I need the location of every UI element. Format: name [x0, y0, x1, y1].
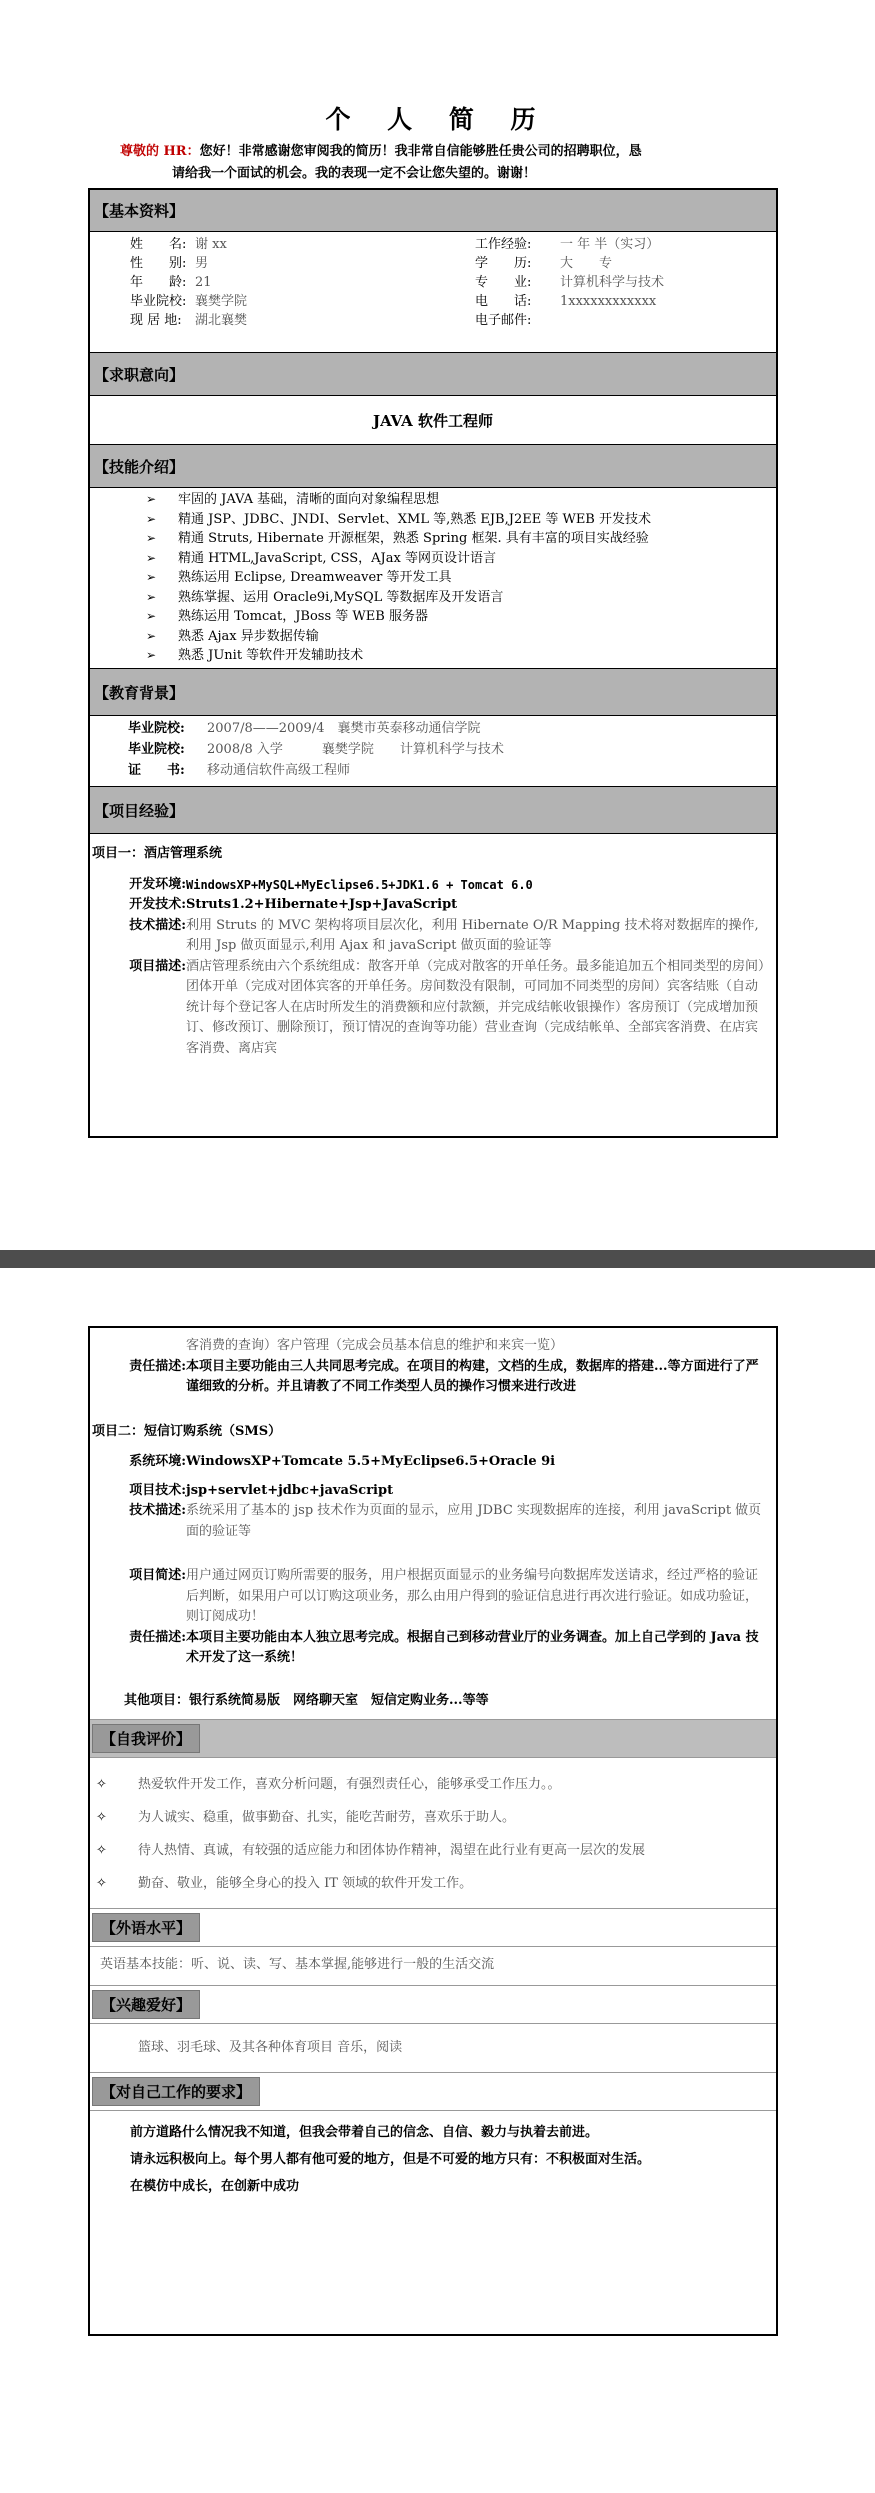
field-label: 责任描述: [129, 1358, 186, 1374]
field-value: 大 专 [560, 256, 613, 271]
hobbies-text: 篮球、羽毛球、及其各种体育项目 音乐，阅读 [138, 2040, 403, 2055]
skill-text: 熟练运用 Tomcat，JBoss 等 WEB 服务器 [178, 609, 428, 624]
arrow-bullet-icon: ➢ [146, 550, 157, 565]
arrow-bullet-icon: ➢ [146, 492, 157, 506]
basic-info-table [90, 232, 776, 352]
list-item [90, 1867, 776, 1900]
self-eval-list [90, 1758, 776, 1908]
section-heading-skills: 【技能介绍】 [90, 444, 776, 488]
section-band-language [90, 1908, 776, 1947]
project-row [90, 1628, 776, 1669]
field-label: 项目描述: [129, 958, 186, 974]
field-label: 技术描述: [129, 917, 186, 933]
field-value: 2007/8——2009/4 襄樊市英泰移动通信学院 [207, 721, 481, 736]
field-label: 学 历: [475, 256, 532, 271]
field-value: 计算机科学与技术 [560, 275, 665, 290]
field-value: WindowsXP+Tomcate 5.5+MyEclipse6.5+Oracle 9i [186, 1454, 556, 1469]
list-item [90, 549, 776, 569]
field-value: WindowsXP+MySQL+MyEclipse6.5+JDK1.6 + Tomcat 6.0 [186, 877, 533, 892]
basic-info-row [90, 273, 776, 292]
field-value: 谢 xx [195, 237, 227, 252]
project-row [90, 1481, 776, 1502]
basic-info-row [90, 235, 776, 254]
field-label: 系统环境: [129, 1454, 186, 1469]
education-row [90, 718, 776, 739]
arrow-bullet-icon: ➢ [146, 609, 157, 623]
intro-line-2: 请给我一个面试的机会。我的表现一定不会让您失望的。谢谢！ [172, 166, 537, 181]
field-value: 男 [195, 256, 209, 271]
resume-title: 个 人 简 历 [325, 105, 550, 134]
project-row [90, 895, 776, 916]
section-band-hobbies [90, 1985, 776, 2024]
basic-info-row [90, 292, 776, 311]
field-value: 襄樊学院 [195, 294, 248, 309]
section-heading-projects: 【项目经验】 [90, 786, 776, 834]
field-value: 客消费的查询）客户管理（完成会员基本信息的维护和来宾一览） [186, 1338, 564, 1353]
project-row [90, 916, 776, 957]
field-label: 项目简述: [129, 1568, 186, 1583]
other-projects: 其他项目：银行系统简易版 网络聊天室 短信定购业务...等等 [124, 1692, 489, 1708]
list-item [90, 1834, 776, 1867]
field-value: jsp+servlet+jdbc+javaScript [186, 1482, 394, 1498]
field-value: 本项目主要功能由本人独立思考完成。根据自己到移动营业厅的业务调查。加上自己学到的 Java 技术开发了这一系统！ [186, 1629, 759, 1665]
skill-text: 牢固的 JAVA 基础，清晰的面向对象编程思想 [178, 492, 440, 507]
resume-frame-page-2 [88, 1326, 778, 2336]
field-label: 责任描述: [129, 1629, 186, 1645]
project-title: 项目二：短信订购系统（SMS） [92, 1423, 282, 1439]
section-heading-hobbies: 【兴趣爱好】 [92, 1990, 200, 2019]
list-item [90, 529, 776, 549]
project-1 [90, 834, 776, 1059]
resume-page-2 [0, 1268, 875, 2493]
self-eval-text: 为人诚实、稳重，做事勤奋、扎实，能吃苦耐劳，喜欢乐于助人。 [138, 1810, 516, 1825]
field-value: 湖北襄樊 [195, 313, 248, 328]
self-eval-text: 待人热情、真诚，有较强的适应能力和团体协作精神，渴望在此行业有更高一层次的发展 [138, 1843, 646, 1858]
language-text: 英语基本技能：听、说、读、写、基本掌握,能够进行一般的生活交流 [100, 1957, 495, 1972]
field-value: 酒店管理系统由六个系统组成：散客开单（完成对散客的开单任务。最多能追加五个相同类型的房间）团体开单（完成对团体宾客的开单任务。房间数没有限制，可同加不同类型的房间）宾客结账（自动统计每个登记客人在店时所发生的消费额和应付款额，并完成结帐收银操作）客房预订（完成增加预订、修改预订、删除预订，预订情况的查询等功能）营业查询（完成结帐单、全部宾客消费、在店宾客消费、离店宾 [186, 958, 765, 1056]
field-label: 电子邮件: [475, 313, 532, 328]
requirement-text [90, 2111, 776, 2208]
list-item [90, 1768, 776, 1801]
skill-text: 精通 JSP、JDBC、JNDI、Servlet、XML 等,熟悉 EJB,J2EE 等 WEB 开发技术 [178, 511, 651, 527]
field-value: 用户通过网页订购所需要的服务，用户根据页面显示的业务编号向数据库发送请求，经过严格的验证后判断，如果用户可以订购这项业务，那么由用户得到的验证信息进行再次进行验证。如成功验证，则订阅成功！ [186, 1568, 759, 1624]
requirement-line: 在模仿中成长，在创新中成功 [130, 2179, 300, 2194]
project-2 [90, 1412, 776, 1720]
arrow-bullet-icon: ➢ [146, 589, 157, 604]
project-row [90, 1452, 776, 1473]
skill-text: 熟悉 JUnit 等软件开发辅助技术 [178, 648, 364, 663]
list-item [90, 607, 776, 627]
field-label: 工作经验: [475, 237, 532, 252]
intro-salutation: 尊敬的 HR： [120, 144, 200, 159]
job-objective: JAVA 软件工程师 [373, 411, 493, 430]
star-bullet-icon: ✧ [96, 1810, 107, 1825]
field-value: 一 年 半（实习） [560, 237, 660, 252]
section-heading-education: 【教育背景】 [90, 668, 776, 716]
section-heading-requirement: 【对自己工作的要求】 [92, 2077, 260, 2106]
arrow-bullet-icon: ➢ [146, 531, 157, 545]
list-item [90, 1801, 776, 1834]
field-label: 技术描述: [129, 1503, 186, 1518]
star-bullet-icon: ✧ [96, 1777, 107, 1792]
field-value: 移动通信软件高级工程师 [207, 763, 351, 778]
skill-text: 熟练掌握、运用 Oracle9i,MySQL 等数据库及开发语言 [178, 589, 504, 605]
field-value: Struts1.2+Hibernate+Jsp+JavaScript [186, 897, 458, 912]
self-eval-text: 热爱软件开发工作，喜欢分析问题，有强烈责任心，能够承受工作压力。。 [138, 1777, 561, 1792]
list-item [90, 490, 776, 510]
section-band-requirement [90, 2072, 776, 2111]
education-row [90, 739, 776, 760]
field-label: 专 业: [475, 275, 532, 290]
section-heading-basic: 【基本资料】 [90, 190, 776, 232]
field-label: 开发技术: [129, 897, 186, 912]
field-label: 开发环境: [129, 876, 186, 892]
field-value: 21 [195, 275, 212, 290]
page-separator [0, 1250, 875, 1268]
field-label: 性 别: [130, 256, 187, 271]
skill-text: 熟练运用 Eclipse, Dreamweaver 等开发工具 [178, 570, 452, 585]
field-value [560, 311, 760, 330]
section-heading-self-eval: 【自我评价】 [92, 1724, 200, 1753]
field-label: 证 书: [128, 763, 185, 778]
field-label: 毕业院校: [130, 294, 187, 309]
arrow-bullet-icon: ➢ [146, 628, 157, 643]
list-item [90, 627, 776, 647]
project-row [90, 1501, 776, 1542]
education-list [90, 716, 776, 786]
skills-list [90, 488, 776, 668]
field-label: 毕业院校: [128, 721, 185, 736]
project-row [90, 1336, 776, 1357]
skill-text: 精通 Struts, Hibernate 开源框架，熟悉 Spring 框架. 具有丰富的项目实战经验 [178, 531, 649, 546]
project-title: 项目一：酒店管理系统 [92, 846, 223, 861]
arrow-bullet-icon: ➢ [146, 570, 157, 584]
arrow-bullet-icon: ➢ [146, 648, 157, 662]
list-item [90, 588, 776, 608]
arrow-bullet-icon: ➢ [146, 511, 157, 526]
skill-text: 精通 HTML,JavaScript, CSS，AJax 等网页设计语言 [178, 550, 496, 566]
self-eval-text: 勤奋、敬业，能够全身心的投入 IT 领域的软件开发工作。 [138, 1876, 473, 1891]
section-heading-language: 【外语水平】 [92, 1913, 200, 1942]
resume-frame-page-1 [88, 188, 778, 1138]
field-label: 项目技术: [129, 1482, 186, 1498]
intro-line-1: 您好！非常感谢您审阅我的简历！我非常自信能够胜任贵公司的招聘职位，恳 [199, 144, 642, 159]
field-label: 年 龄: [130, 275, 187, 290]
list-item [90, 568, 776, 588]
basic-info-row [90, 254, 776, 273]
education-row [90, 760, 776, 781]
field-value: 本项目主要功能由三人共同思考完成。在项目的构建，文档的生成，数据库的搭建...等方面进行了严谨细致的分析。并且请教了不同工作类型人员的操作习惯来进行改进 [186, 1358, 759, 1394]
project-row [90, 1357, 776, 1398]
project-1-continued [90, 1328, 776, 1398]
section-band-self-eval [90, 1719, 776, 1758]
star-bullet-icon: ✧ [96, 1876, 107, 1891]
field-label: 现 居 地: [130, 313, 182, 328]
field-label: 电 话: [475, 294, 532, 309]
project-row [90, 957, 776, 1060]
project-row [90, 1566, 776, 1628]
field-value: 2008/8 入学 襄樊学院 计算机科学与技术 [207, 742, 504, 757]
intro-paragraph [120, 141, 760, 185]
requirement-line: 前方道路什么情况我不知道，但我会带着自己的信念、自信、毅力与执着去前进。 [130, 2125, 599, 2140]
basic-info-row [90, 311, 776, 330]
section-heading-objective: 【求职意向】 [90, 352, 776, 396]
field-label: 毕业院校: [128, 742, 185, 757]
list-item [90, 646, 776, 666]
field-label: 姓 名: [130, 237, 187, 252]
skill-text: 熟悉 Ajax 异步数据传输 [178, 628, 319, 644]
field-value: 系统采用了基本的 jsp 技术作为页面的显示，应用 JDBC 实现数据库的连接，利用 javaScript 做页面的验证等 [186, 1503, 762, 1539]
field-value: 1xxxxxxxxxxxx [560, 294, 657, 309]
list-item [90, 510, 776, 530]
star-bullet-icon: ✧ [96, 1843, 107, 1858]
field-value: 利用 Struts 的 MVC 架构将项目层次化，利用 Hibernate O/R Mapping 技术将对数据库的操作,利用 Jsp 做页面显示,利用 Ajax 和 javaScript 做页面的验证等 [186, 917, 759, 953]
project-row [90, 875, 776, 896]
requirement-line: 请永远积极向上。每个男人都有他可爱的地方，但是不可爱的地方只有：不积极面对生活。 [130, 2152, 651, 2167]
